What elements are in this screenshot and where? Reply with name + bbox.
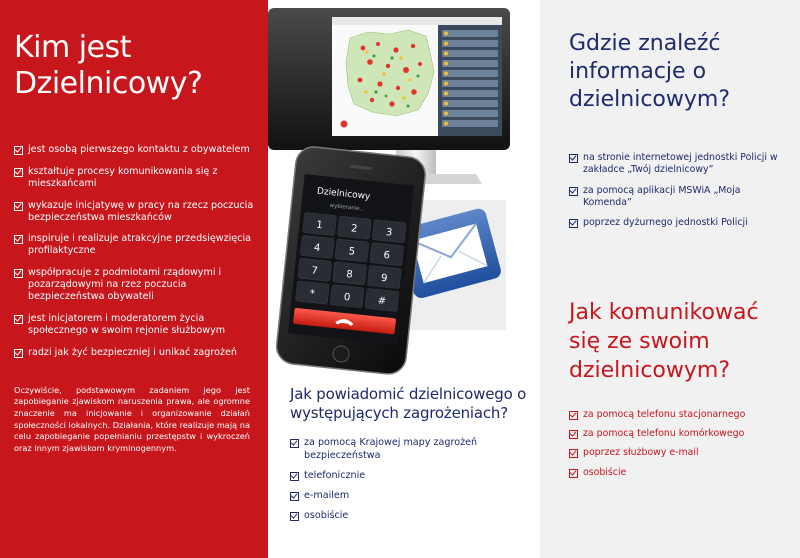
notify-heading: Jak powiadomić dzielnicowego o występujących zagrożeniach? xyxy=(290,385,527,422)
checkbox-icon xyxy=(290,512,300,520)
keypad-key: * xyxy=(309,288,316,300)
list-item xyxy=(14,233,256,257)
list-item-text: na stronie internetowej jednostki Policji w zakładce „Twój dzielnicowy” xyxy=(583,152,778,175)
checkbox-icon xyxy=(290,439,300,447)
list-item xyxy=(569,152,790,176)
list-item-text: jest osobą pierwszego kontaktu z obywatelem xyxy=(28,144,250,155)
list-item-text: współpracuje z podmiotami rządowymi i pozarządowymi na rzez poczucia bezpieczeństwa obywateli xyxy=(28,267,222,303)
list-item xyxy=(569,467,790,479)
list-item-text: za pomocą Krajowej mapy zagrożeń bezpieczeństwa xyxy=(304,437,478,461)
keypad-key: 2 xyxy=(350,223,358,235)
checkbox-icon xyxy=(14,235,24,243)
keypad-key: 6 xyxy=(382,249,391,262)
checkbox-icon xyxy=(569,154,579,162)
checkbox-icon xyxy=(569,187,579,195)
list-item-text: jest inicjatorem i moderatorem życia społecznego w swoim rejonie służbowym xyxy=(28,312,226,336)
checkbox-icon xyxy=(569,219,579,227)
right-panel xyxy=(540,0,800,558)
list-item-text: e-mailem xyxy=(304,489,350,501)
notify-list xyxy=(290,437,535,522)
list-item xyxy=(290,437,535,462)
list-item-text: inspiruje i realizuje atrakcyjne przedsięwzięcia profilaktyczne xyxy=(28,233,252,257)
how-to-communicate-heading: Jak komunikować się ze swoim dzielnicowym? xyxy=(569,300,759,383)
list-item xyxy=(14,267,256,303)
list-item xyxy=(569,217,790,229)
checkbox-icon xyxy=(14,146,24,154)
middle-panel xyxy=(268,0,540,558)
list-item xyxy=(569,428,790,440)
left-list xyxy=(14,144,256,359)
devices-illustration xyxy=(268,0,540,380)
list-item-text: wykazuje inicjatywę w pracy na rzecz poczucia bezpieczeństwa mieszkańców xyxy=(28,199,254,223)
checkbox-icon xyxy=(290,472,300,480)
checkbox-icon xyxy=(569,411,579,419)
keypad-key: 8 xyxy=(345,269,354,281)
keypad-key: 1 xyxy=(315,219,324,232)
list-item-text: za pomocą aplikacji MSWiA „Moja Komenda” xyxy=(583,184,741,208)
list-item-text: osobiście xyxy=(583,466,627,478)
checkbox-icon xyxy=(569,469,579,477)
keypad-key: 3 xyxy=(385,226,393,239)
list-item xyxy=(14,347,256,359)
checkbox-icon xyxy=(14,202,24,210)
checkbox-icon xyxy=(14,315,24,323)
phone-screen-title: Dzielnicowy xyxy=(316,186,371,203)
checkbox-icon xyxy=(14,349,24,357)
list-item xyxy=(14,166,256,190)
list-item xyxy=(290,510,535,523)
list-item xyxy=(14,200,256,224)
where-to-find-list xyxy=(569,152,790,229)
phone-screen-subtitle: wybieranie... xyxy=(329,202,366,213)
how-to-communicate-list xyxy=(569,409,790,479)
list-item-text: za pomocą telefonu stacjonarnego xyxy=(583,409,746,420)
list-item xyxy=(290,490,535,503)
checkbox-icon xyxy=(569,449,579,457)
keypad-key: # xyxy=(377,295,387,308)
keypad-key: 4 xyxy=(313,242,321,255)
keypad-key: 0 xyxy=(343,291,351,304)
list-item xyxy=(569,409,790,421)
where-to-find-heading: Gdzie znaleźć informacje o dzielnicowym? xyxy=(569,31,731,112)
checkbox-icon xyxy=(14,269,24,277)
checkbox-icon xyxy=(14,168,24,176)
left-paragraph: Oczywiście, podstawowym zadaniem jego jest zapobieganie zjawiskom naruszenia prawa, ale ogromne znaczenie ma inicjowanie i organizowanie działań społeczności lokalnych. Działania, które realizuje mają na celu zapobieganie popełnianiu przestępstw i wykroczeń oraz innym zjawiskom kryminogennym. xyxy=(14,384,250,453)
list-item xyxy=(290,470,535,483)
list-item-text: za pomocą telefonu komórkowego xyxy=(583,428,745,440)
list-item-text: telefonicznie xyxy=(304,469,366,481)
list-item xyxy=(569,447,790,459)
list-item xyxy=(14,313,256,337)
smartphone-illustration xyxy=(275,145,427,375)
list-item-text: osobiście xyxy=(304,509,349,521)
list-item-text: kształtuje procesy komunikowania się z mieszkańcami xyxy=(28,165,218,189)
list-item xyxy=(569,185,790,209)
keypad-key: 5 xyxy=(348,246,356,258)
list-item-text: poprzez dyżurnego jednostki Policji xyxy=(583,217,748,228)
list-item xyxy=(14,144,256,156)
notify-section xyxy=(290,385,535,530)
keypad-key: 7 xyxy=(310,265,319,278)
list-item-text: poprzez służbowy e-mail xyxy=(583,447,699,459)
left-title xyxy=(14,30,256,102)
checkbox-icon xyxy=(290,492,300,500)
left-title-line1: Kim jest xyxy=(14,30,131,65)
left-panel xyxy=(0,0,268,558)
checkbox-icon xyxy=(569,430,579,438)
keypad-key: 9 xyxy=(380,272,388,285)
left-title-line2: Dzielnicowy? xyxy=(14,66,203,101)
list-item-text: radzi jak żyć bezpieczniej i unikać zagrożeń xyxy=(28,346,237,358)
